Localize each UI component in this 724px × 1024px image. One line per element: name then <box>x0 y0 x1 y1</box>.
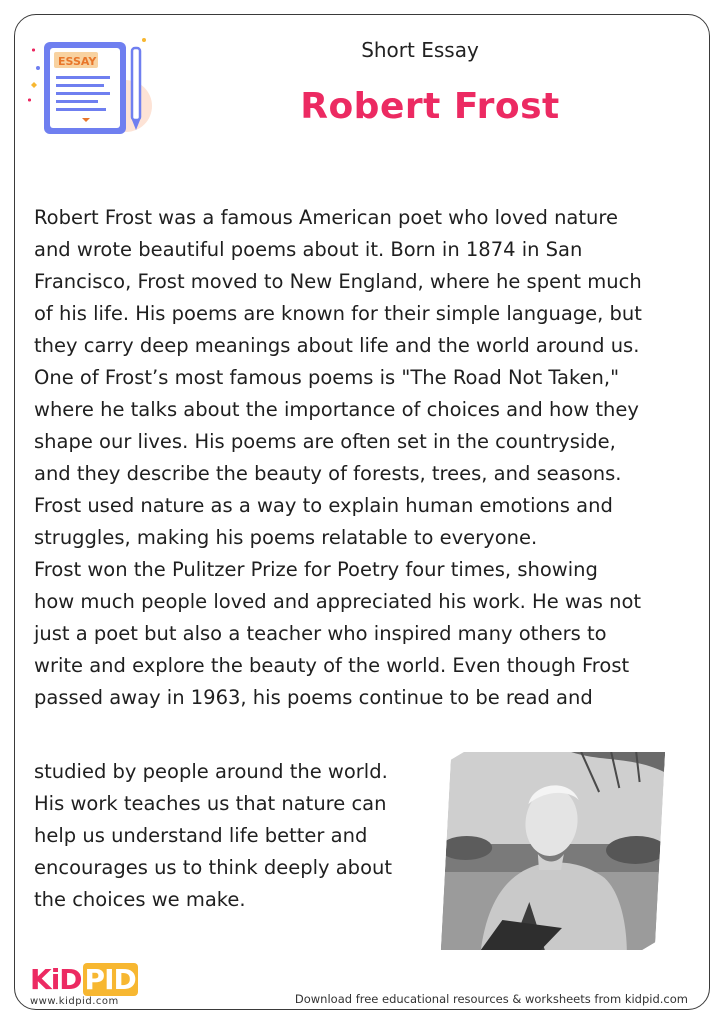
essay-line: where he talks about the importance of choices and how they <box>34 398 639 421</box>
footer-download-note: Download free educational resources & worksheets from kidpid.com <box>294 992 688 1006</box>
poet-portrait-photo <box>441 752 665 950</box>
essay-body-tail <box>34 756 430 916</box>
essay-line: and wrote beautiful poems about it. Born in 1874 in San <box>34 238 583 261</box>
essay-line: how much people loved and appreciated his work. He was not <box>34 590 642 613</box>
essay-body <box>34 202 694 714</box>
essay-line: Frost won the Pulitzer Prize for Poetry four times, showing <box>34 558 598 581</box>
essay-line: the choices we make. <box>34 888 246 911</box>
essay-line: they carry deep meanings about life and the world around us. <box>34 334 640 357</box>
essay-line: encourages us to think deeply about <box>34 856 392 879</box>
essay-line: Robert Frost was a famous American poet who loved nature <box>34 206 618 229</box>
essay-line: Frost used nature as a way to explain human emotions and <box>34 494 613 517</box>
essay-line: struggles, making his poems relatable to everyone. <box>34 526 538 549</box>
essay-line: studied by people around the world. <box>34 760 388 783</box>
essay-line: passed away in 1963, his poems continue to be read and <box>34 686 593 709</box>
essay-line: of his life. His poems are known for their simple language, but <box>34 302 642 325</box>
essay-icon-label: ESSAY <box>58 55 97 68</box>
page-title: Robert Frost <box>300 86 560 127</box>
essay-line: shape our lives. His poems are often set in the countryside, <box>34 430 616 453</box>
essay-line: just a poet but also a teacher who inspired many others to <box>34 622 607 645</box>
kidpid-url: www.kidpid.com <box>30 996 119 1007</box>
kidpid-logo-word: KiD PID <box>30 963 136 996</box>
essay-notebook-icon <box>26 34 156 146</box>
essay-line: and they describe the beauty of forests, trees, and seasons. <box>34 462 622 485</box>
essay-line: One of Frost’s most famous poems is "The Road Not Taken," <box>34 366 620 389</box>
essay-line: help us understand life better and <box>34 824 368 847</box>
essay-line: His work teaches us that nature can <box>34 792 387 815</box>
kidpid-logo <box>30 963 140 1010</box>
essay-line: Francisco, Frost moved to New England, where he spent much <box>34 270 642 293</box>
essay-kicker: Short Essay <box>361 38 479 62</box>
essay-line: write and explore the beauty of the world. Even though Frost <box>34 654 630 677</box>
